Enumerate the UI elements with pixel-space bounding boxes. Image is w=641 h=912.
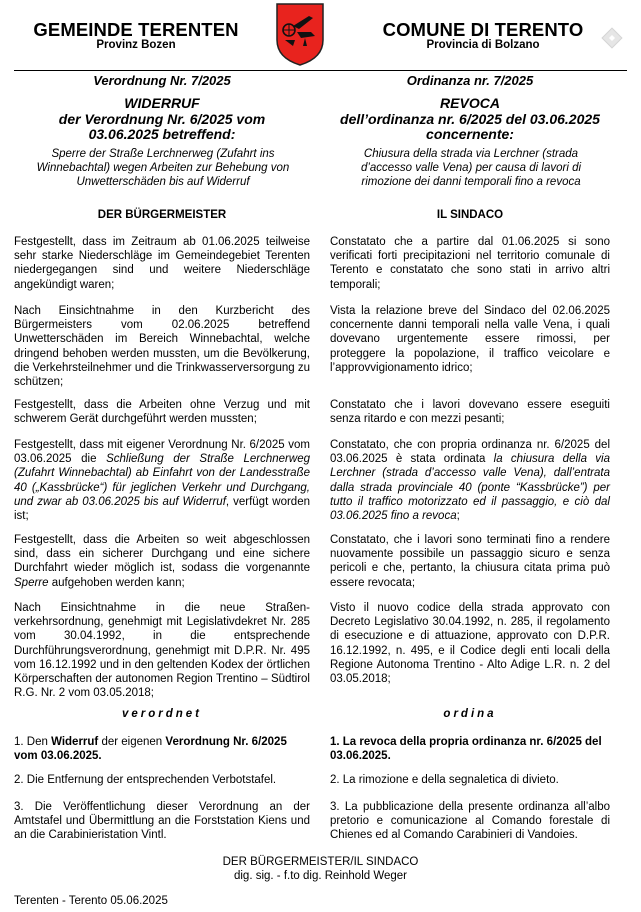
header-right-title: COMUNE DI TERENTO	[382, 19, 584, 40]
right-order-1: 1. La revoca della propria ordinanza nr. 6/2025 del 03.06.2025.	[330, 736, 602, 763]
header-right-subtitle: Provincia di Bolzano	[426, 39, 540, 51]
right-authority: IL SINDACO	[436, 209, 504, 221]
right-paragraph-5: Constatato, che i lavori sono terminati fino a rendere nuovamente possibile un passaggio sicuro e senza pericoli e che, pertanto, la chiusura citata prima può essere revocata;	[330, 534, 610, 589]
right-paragraph-6: Visto il nuovo codice della strada approvato con Decreto Legislativo 30.04.1992, n. 285, il regolamento di esecuzione e di attuazione, approvato con D.P.R. 16.12.1992, n. 495, e il Codice degli enti locali della Regione Autonoma Trentino - Alto Adige L.R. n. 2 del 03.05.2018;	[330, 602, 610, 686]
place-date: Terenten - Terento 05.06.2025	[14, 895, 168, 907]
left-paragraph-4: Festgestellt, dass mit eigener Verordnung Nr. 6/2025 vom 03.06.2025 die Schließung der Straße Lerchnerweg (Zufahrt Winnebachtal) ab Einfahrt von der Landesstraße 40 („Kassbrücke“) für jeglichen Verkehr und Durchgang, und zwar ab 03.06.2025 bis auf Widerruf, verfügt worden ist;	[14, 439, 310, 523]
right-paragraph-3: Constatato che i lavori dovevano essere eseguiti senza ritardo e con mezzi pesanti;	[330, 399, 610, 426]
header-left-title: GEMEINDE TERENTEN	[33, 19, 239, 40]
header-left-subtitle: Provinz Bozen	[96, 39, 176, 51]
left-verb: verordnet	[121, 708, 203, 720]
left-order-3: 3. Die Veröffentlichung dieser Verordnung an der Amtstafel und Übermittlung an die Forststation Kiens und an die Carabinieristation Vintl.	[14, 801, 310, 842]
right-paragraph-2: Vista la relazione breve del Sindaco del 02.06.2025 concernente danni temporali nella valle Vena, i quali dovevano urgentemente essere rimossi, per proteggere la popolazione, il traffico veicolare e l’approvvigionamento idrico;	[330, 305, 610, 374]
right-paragraph-1: Constatato che a partire dal 01.06.2025 si sono verificati forti precipitazioni nel territorio comunale di Terento e constatato che sono stati in arrivo altri temporali;	[330, 236, 610, 291]
diamond-badge-icon	[600, 26, 624, 50]
left-paragraph-2: Nach Einsichtnahme in den Kurzbericht des Bürgermeisters vom 02.06.2025 betreffend Unwetterschäden im Bereich Winnebachtal, welche dringend behoben werden mussten, um die Bevölkerung, die Verkehrsteilnehmer und die Trinkwasserversorgung zu schützen;	[14, 305, 310, 389]
right-subject: Chiusura della strada via Lerchner (strada d’accesso valle Vena) per causa di lavori di rimozione dei danni temporali fino a revoca	[360, 148, 582, 189]
signature-block	[14, 855, 627, 883]
right-verb: ordina	[443, 708, 497, 720]
right-order-2: 2. La rimozione e della segnaletica di divieto.	[330, 774, 559, 786]
left-order-2: 2. Die Entfernung der entsprechenden Verbotstafel.	[14, 774, 277, 786]
left-paragraph-3: Festgestellt, dass die Arbeiten ohne Verzug und mit schwerem Gerät durchgeführt werden mussten;	[14, 399, 310, 426]
left-subject: Sperre der Straße Lerchnerweg (Zufahrt ins Winnebachtal) wegen Arbeiten zur Behebung von Unwetterschäden bis auf Widerruf	[36, 148, 290, 189]
right-order-3: 3. La pubblicazione della presente ordinanza all’albo pretorio e comunicazione al Comando forestale di Chienes ed al Comando Carabinieri di Vandoies.	[330, 801, 610, 842]
left-paragraph-1: Festgestellt, dass im Zeitraum ab 01.06.2025 teilweise sehr starke Niederschläge im Gemeindegebiet Terenten niedergegangen sind und weitere Niederschläge angekündigt waren;	[14, 236, 310, 291]
signer: DER BÜRGERMEISTER/IL SINDACO	[222, 856, 419, 868]
right-title: REVOCA dell’ordinanza nr. 6/2025 del 03.06.2025 concernente:	[340, 95, 600, 142]
right-ordinance-number: Ordinanza nr. 7/2025	[406, 73, 534, 88]
right-paragraph-4: Constatato, che con propria ordinanza nr. 6/2025 del 03.06.2025 è stata ordinata la chiusura della via Lerchner (strada d’accesso valle Vena), dall’entrata dalla strada provinciale 40 (ponte “Kassbrücke”) per tutto il traffico motorizzato ed il passaggio, e ciò dal 03.06.2025 fino a revoca;	[330, 439, 610, 523]
left-paragraph-5: Festgestellt, dass die Arbeiten so weit abgeschlossen sind, dass ein sicherer Durchgang und eine sichere Durchfahrt wieder möglich ist, sodass die vorgenannte Sperre aufgehoben werden kann;	[14, 534, 310, 589]
left-authority: DER BÜRGERMEISTER	[97, 209, 227, 221]
left-title: WIDERRUF der Verordnung Nr. 6/2025 vom 03.06.2025 betreffend:	[58, 95, 266, 142]
left-order-1: 1. Den Widerruf der eigenen Verordnung Nr. 6/2025 vom 03.06.2025.	[14, 736, 287, 763]
left-ordinance-number: Verordnung Nr. 7/2025	[93, 73, 231, 88]
left-paragraph-6: Nach Einsichtnahme in die neue Straßen-verkehrsordnung, genehmigt mit Legislativdekret Nr. 285 vom 30.04.1992, in die entsprechende Durchführungsverordnung, genehmigt mit D.P.R. Nr. 495 vom 16.12.1992 und in den geltenden Kodex der örtlichen Körperschaften der autonomen Region Trentino – Südtirol R.G. Nr. 2 vom 03.05.2018;	[14, 602, 310, 700]
coat-of-arms-icon	[275, 2, 325, 66]
header-divider	[14, 70, 627, 71]
digital-signature: dig. sig. - f.to dig. Reinhold Weger	[233, 870, 408, 882]
